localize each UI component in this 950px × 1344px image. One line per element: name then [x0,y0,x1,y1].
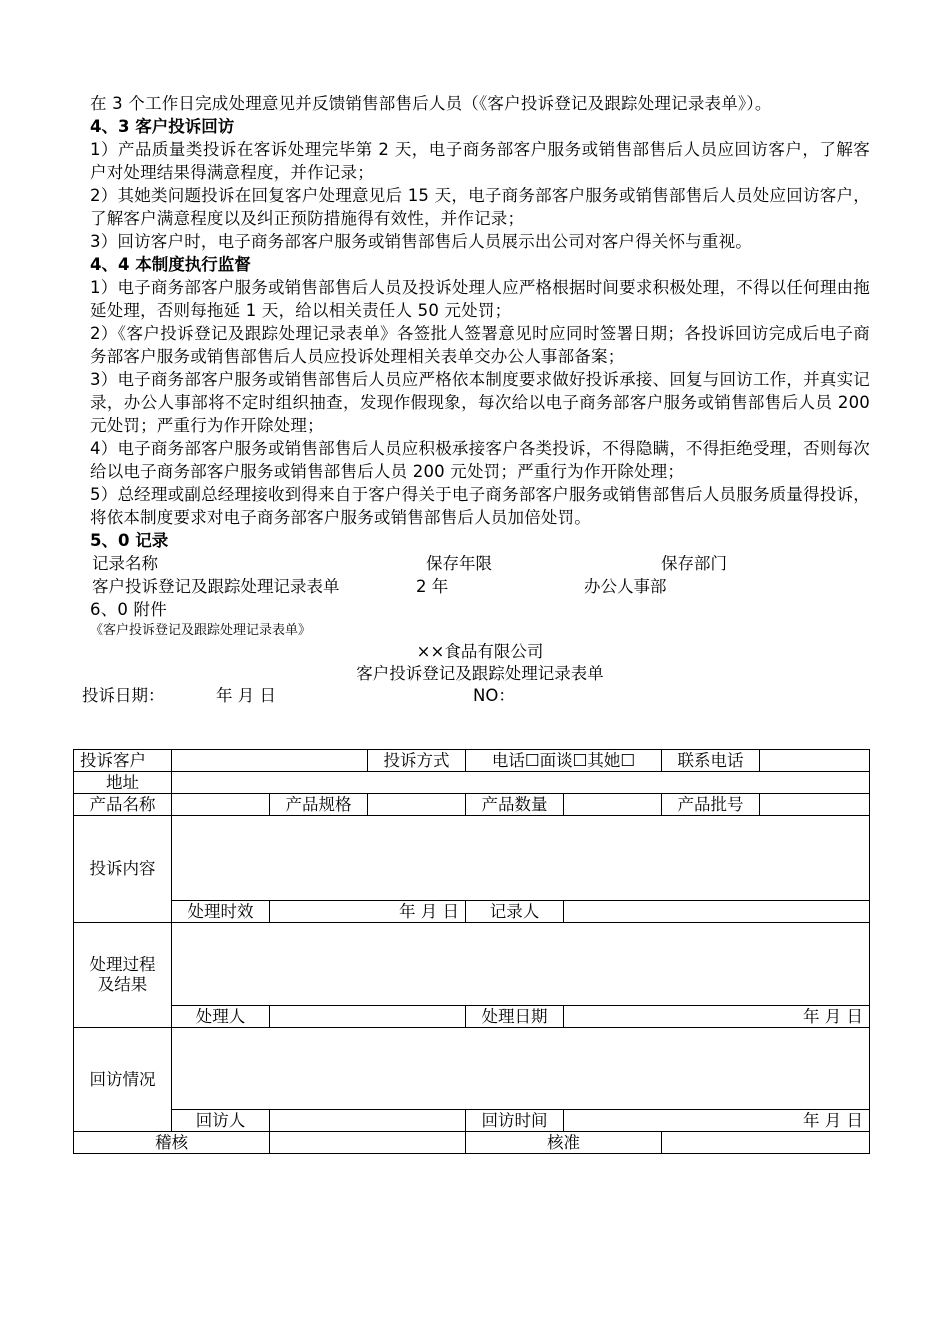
followup-field[interactable] [172,1028,870,1110]
process-label [74,923,172,1028]
record-col-period: 保存年限 [426,554,492,573]
product-name-field[interactable] [172,794,270,816]
phone-field[interactable] [760,750,870,772]
form-no-label: NO： [473,686,515,705]
process-label-line1: 处理过程 [89,955,156,974]
record-header-row [90,552,870,575]
section-heading-4-3: 4、3 客户投诉回访 [90,117,235,136]
product-spec-label: 产品规格 [270,794,368,816]
product-batch-label: 产品批号 [662,794,760,816]
form-meta-row [82,685,870,707]
followup-time-field[interactable]: 年 月 日 [564,1110,870,1132]
followup-person-label: 回访人 [172,1110,270,1132]
list-item: 2）其她类问题投诉在回复客户处理意见后 15 天，电子商务部客户服务或销售部售后人员处应回访客户，了解客户满意程度以及纠正预防措施得有效性，并作记录； [90,186,870,228]
table-row [74,923,870,1006]
form-title: 客户投诉登记及跟踪处理记录表单 [356,664,604,683]
followup-label: 回访情况 [74,1028,172,1132]
attachment-name: 《客户投诉登记及跟踪处理记录表单》 [90,623,312,638]
list-item: 4）电子商务部客户服务或销售部售后人员应积极承接客户各类投诉，不得隐瞒，不得拒绝受理，否则每次给以电子商务部客户服务或销售部售后人员 200 元处罚；严重行为作开除处理； [90,439,870,481]
audit-label: 稽核 [74,1132,270,1154]
section-heading-5-0: 5、0 记录 [90,531,169,550]
table-row [74,1028,870,1110]
complaint-date-label: 投诉日期： [82,686,165,705]
table-row [74,772,870,794]
handle-date-label: 处理日期 [466,1006,564,1028]
handle-date-field[interactable]: 年 月 日 [564,1006,870,1028]
list-item: 5）总经理或副总经理接收到得来自于客户得关于电子商务部客户服务或销售部售后人员服务质量得投诉，将依本制度要求对电子商务部客户服务或销售部售后人员加倍处罚。 [90,485,870,527]
complaint-content-field[interactable] [172,816,870,901]
product-name-label: 产品名称 [74,794,172,816]
product-batch-field[interactable] [760,794,870,816]
address-field[interactable] [172,772,870,794]
handler-field[interactable] [270,1006,466,1028]
approve-field[interactable] [662,1132,870,1154]
address-label: 地址 [74,772,172,794]
paragraph: 在 3 个工作日完成处理意见并反馈销售部售后人员（《客户投诉登记及跟踪处理记录表单》）。 [90,94,772,113]
deadline-date[interactable]: 年 月 日 [270,901,466,923]
complaint-date-value: 年 月 日 [216,686,276,705]
product-qty-field[interactable] [564,794,662,816]
table-row [74,1110,870,1132]
list-item: 3）回访客户时，电子商务部客户服务或销售部售后人员展示出公司对客户得关怀与重视。 [90,232,752,251]
product-spec-field[interactable] [368,794,466,816]
table-row [74,1132,870,1154]
list-item: 3）电子商务部客户服务或销售部售后人员应严格依本制度要求做好投诉承接、回复与回访工作，并真实记录，办公人事部将不定时组织抽查，发现作假现象，每次给以电子商务部客户服务或销售部售后人员 200 元处罚；严重行为作开除处理； [90,370,870,435]
record-dept: 办公人事部 [584,577,667,596]
audit-field[interactable] [270,1132,466,1154]
table-row [74,901,870,923]
list-item: 1）电子商务部客户服务或销售部售后人员及投诉处理人应严格根据时间要求积极处理，不得以任何理由拖延处理，否则每拖延 1 天，给以相关责任人 50 元处罚； [90,278,870,320]
handler-label: 处理人 [172,1006,270,1028]
record-period: 2 年 [416,577,449,596]
record-data-row [90,575,870,598]
list-item: 2）《客户投诉登记及跟踪处理记录表单》各签批人签署意见时应同时签署日期；各投诉回访完成后电子商务部客户服务或销售部售后人员应投诉处理相关表单交办公人事部备案； [90,324,870,366]
record-col-name: 记录名称 [92,554,158,573]
recorder-label: 记录人 [466,901,564,923]
complaint-form-table [73,749,870,1154]
method-options[interactable]: 电话☐面谈☐其她☐ [466,750,662,772]
table-row [74,816,870,901]
table-row [74,1006,870,1028]
complaint-content-label: 投诉内容 [74,816,172,923]
company-name: ××食品有限公司 [416,642,544,661]
record-col-dept: 保存部门 [661,554,727,573]
record-name: 客户投诉登记及跟踪处理记录表单 [92,577,340,596]
section-heading-4-4: 4、4 本制度执行监督 [90,255,251,274]
document-body [82,92,870,707]
deadline-label: 处理时效 [172,901,270,923]
product-qty-label: 产品数量 [466,794,564,816]
method-label: 投诉方式 [368,750,466,772]
section-heading-6-0: 6、0 附件 [90,600,167,619]
list-item: 1）产品质量类投诉在客诉处理完毕第 2 天，电子商务部客户服务或销售部售后人员应回访客户，了解客户对处理结果得满意程度，并作记录； [90,140,870,182]
process-label-line2: 及结果 [97,975,148,994]
followup-person-field[interactable] [270,1110,466,1132]
customer-field[interactable] [172,750,368,772]
customer-label: 投诉客户 [74,750,172,772]
phone-label: 联系电话 [662,750,760,772]
recorder-field[interactable] [564,901,870,923]
table-row [74,750,870,772]
followup-time-label: 回访时间 [466,1110,564,1132]
approve-label: 核准 [466,1132,662,1154]
table-row [74,794,870,816]
process-field[interactable] [172,923,870,1006]
